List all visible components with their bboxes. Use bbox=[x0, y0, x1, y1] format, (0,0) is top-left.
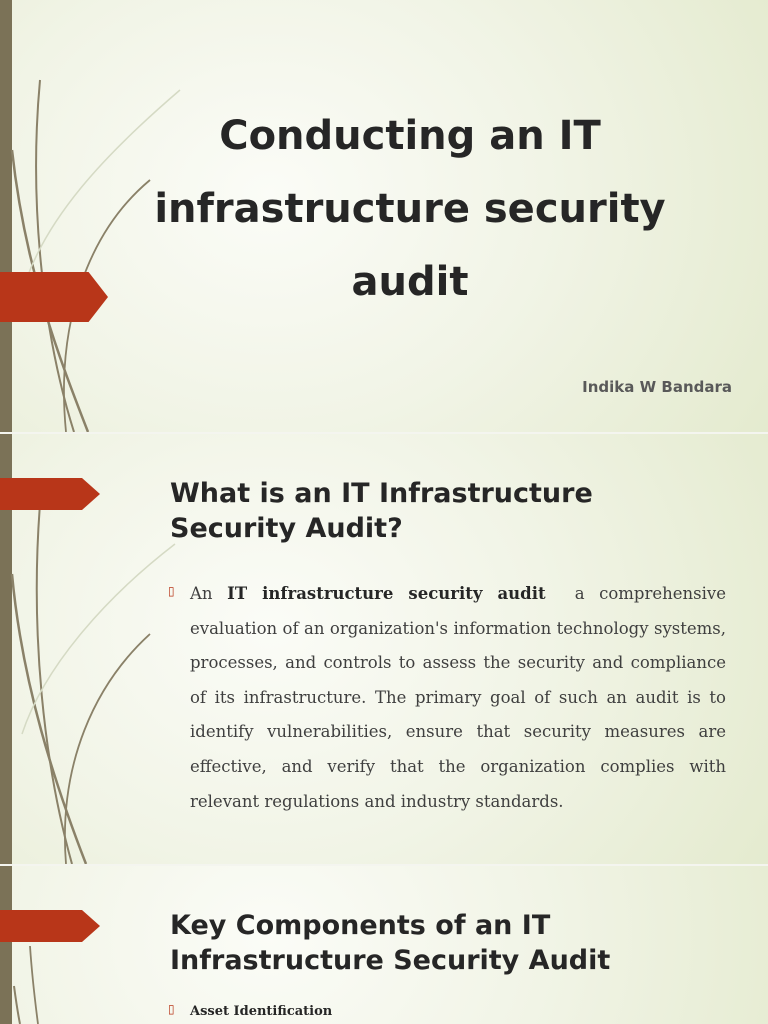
square-bullet-icon: ▯ bbox=[168, 584, 175, 598]
bold-term: IT infrastructure security audit bbox=[227, 584, 546, 603]
title-slide bbox=[0, 0, 768, 432]
accent-arrow-tab bbox=[0, 478, 100, 510]
author-name: Indika W Bandara bbox=[582, 378, 732, 396]
components-slide bbox=[0, 866, 768, 1024]
definition-paragraph: An IT infrastructure security audit a comprehensive evaluation of an organization's information technology systems, processes, and controls to assess the security and compliance of its infrastructure. The primary goal of such an audit is to identify vulnerabilities, ensure that security measures are effective, and verify that the organization complies with relevant regulations and industry standards. bbox=[190, 584, 726, 811]
accent-arrow-tab bbox=[0, 272, 108, 322]
accent-arrow-tab bbox=[0, 910, 100, 942]
square-bullet-icon: ▯ bbox=[168, 1002, 175, 1016]
definition-slide bbox=[0, 434, 768, 864]
list-item: Asset Identification bbox=[190, 1004, 333, 1019]
slide-heading: What is an IT Infrastructure Security Audit? bbox=[170, 478, 593, 544]
presentation-title: Conducting an IT infrastructure security audit bbox=[154, 113, 666, 305]
slide-heading: Key Components of an IT Infrastructure Security Audit bbox=[170, 910, 611, 976]
